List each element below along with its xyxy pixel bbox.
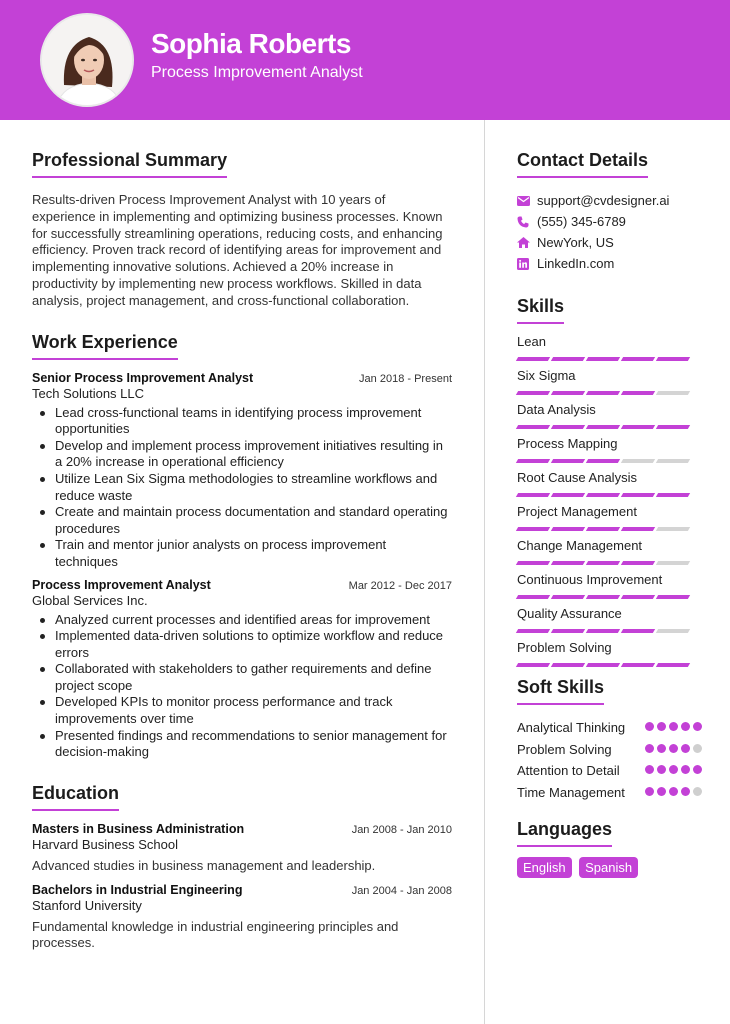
rating-dot <box>669 787 678 796</box>
skill-bar-segment <box>516 391 550 395</box>
section-title-education: Education <box>32 783 119 811</box>
skill-item <box>517 606 702 633</box>
skill-item <box>517 402 702 429</box>
soft-skill-name: Analytical Thinking <box>517 720 626 735</box>
rating-dot <box>693 787 702 796</box>
rating-dot <box>657 787 666 796</box>
education-entry <box>32 883 452 953</box>
soft-skill-item <box>517 742 702 758</box>
skill-bar-segment <box>551 663 585 667</box>
contact-linkedin[interactable] <box>517 253 702 274</box>
skill-name: Process Mapping <box>517 436 618 451</box>
skill-name: Continuous Improvement <box>517 572 663 587</box>
experience-section <box>32 332 452 761</box>
education-desc: Fundamental knowledge in industrial engineering principles and processes. <box>32 918 399 951</box>
skill-bar-segment <box>656 663 690 667</box>
skill-bar-segment <box>621 595 655 599</box>
rating-dot <box>681 787 690 796</box>
degree-title: Masters in Business Administration <box>32 821 245 836</box>
languages-section <box>517 819 702 878</box>
rating-dot <box>681 765 690 774</box>
job-entry <box>32 371 452 571</box>
education-date: Jan 2004 - Jan 2008 <box>351 884 452 897</box>
degree-title: Bachelors in Industrial Engineering <box>32 882 243 897</box>
education-entry <box>32 822 452 875</box>
job-date: Mar 2012 - Dec 2017 <box>348 579 452 592</box>
job-bullet: Utilize Lean Six Sigma methodologies to streamline workflows and reduce waste <box>32 471 452 504</box>
skill-name: Quality Assurance <box>517 606 622 621</box>
skill-level-bar <box>517 561 702 565</box>
skill-item <box>517 470 702 497</box>
skill-bar-segment <box>656 561 690 565</box>
side-column <box>517 150 702 878</box>
job-date: Jan 2018 - Present <box>359 372 452 385</box>
rating-dot <box>693 765 702 774</box>
soft-skill-rating <box>645 787 702 796</box>
skill-bar-segment <box>621 561 655 565</box>
skill-bar-segment <box>551 357 585 361</box>
job-bullet: Developed KPIs to monitor process performance and track improvements over time <box>32 694 452 727</box>
skill-level-bar <box>517 493 702 497</box>
skill-bar-segment <box>586 595 620 599</box>
section-title-skills: Skills <box>517 296 564 324</box>
section-title-soft-skills: Soft Skills <box>517 677 604 705</box>
skill-bar-segment <box>656 391 690 395</box>
job-bullet: Create and maintain process documentation and standard operating procedures <box>32 504 452 537</box>
soft-skill-rating <box>645 744 702 753</box>
skill-item <box>517 334 702 361</box>
section-title-experience: Work Experience <box>32 332 178 360</box>
soft-skill-rating <box>645 722 702 731</box>
rating-dot <box>669 722 678 731</box>
phone-icon <box>517 216 537 228</box>
skill-bar-segment <box>551 527 585 531</box>
contact-email-text: support@cvdesigner.ai <box>537 193 670 208</box>
skill-bar-segment <box>656 493 690 497</box>
soft-skill-name: Problem Solving <box>517 742 612 757</box>
job-bullet: Presented findings and recommendations to senior management for decision-making <box>32 728 452 761</box>
rating-dot <box>669 765 678 774</box>
skill-name: Project Management <box>517 504 637 519</box>
skill-bar-segment <box>656 425 690 429</box>
school-name: Stanford University <box>32 897 142 913</box>
job-bullets <box>32 405 452 571</box>
soft-skill-item <box>517 763 702 779</box>
skill-bar-segment <box>586 527 620 531</box>
soft-skill-name: Time Management <box>517 785 625 800</box>
skill-bar-segment <box>586 561 620 565</box>
education-date: Jan 2008 - Jan 2010 <box>351 823 452 836</box>
candidate-title: Process Improvement Analyst <box>151 64 363 81</box>
language-badge: Spanish <box>579 857 638 878</box>
skill-name: Data Analysis <box>517 402 596 417</box>
rating-dot <box>645 722 654 731</box>
skill-item <box>517 436 702 463</box>
skill-bar-segment <box>586 357 620 361</box>
rating-dot <box>657 765 666 774</box>
soft-skill-name: Attention to Detail <box>517 763 620 778</box>
column-divider <box>484 120 485 1024</box>
rating-dot <box>645 765 654 774</box>
rating-dot <box>657 722 666 731</box>
summary-text: Results-driven Process Improvement Analyst with 10 years of experience in implementing and optimizing business processes. Known for successfully streamlining operations, reducing costs, and enhancing efficiency. Proven track record of identifying areas for improvement and implementing innovative solutions. Achieved a 20% increase in productivity by implementing new process workflows. Skilled in data analysis, project management, and cross-functional collaboration. <box>32 192 443 308</box>
skill-level-bar <box>517 595 702 599</box>
education-section <box>32 783 452 952</box>
skill-level-bar <box>517 663 702 667</box>
rating-dot <box>657 744 666 753</box>
section-title-contact: Contact Details <box>517 150 648 178</box>
section-title-languages: Languages <box>517 819 612 847</box>
skill-bar-segment <box>516 561 550 565</box>
skill-bar-segment <box>586 459 620 463</box>
skill-item <box>517 504 702 531</box>
job-bullet: Analyzed current processes and identified areas for improvement <box>32 612 452 629</box>
skill-level-bar <box>517 425 702 429</box>
soft-skills-list <box>517 720 702 801</box>
skill-bar-segment <box>586 663 620 667</box>
skill-bar-segment <box>621 527 655 531</box>
skill-bar-segment <box>586 425 620 429</box>
contact-phone-text: (555) 345-6789 <box>537 214 626 229</box>
skill-bar-segment <box>551 561 585 565</box>
skill-bar-segment <box>656 357 690 361</box>
section-title-summary: Professional Summary <box>32 150 227 178</box>
skill-bar-segment <box>516 595 550 599</box>
home-icon <box>517 237 537 248</box>
job-entry <box>32 578 452 761</box>
skill-name: Six Sigma <box>517 368 576 383</box>
skill-level-bar <box>517 391 702 395</box>
skill-name: Lean <box>517 334 546 349</box>
contact-phone[interactable] <box>517 211 702 232</box>
skill-bar-segment <box>551 459 585 463</box>
job-company: Global Services Inc. <box>32 592 148 608</box>
rating-dot <box>669 744 678 753</box>
skill-item <box>517 640 702 667</box>
skill-name: Change Management <box>517 538 643 553</box>
job-bullet: Collaborated with stakeholders to gather requirements and define project scope <box>32 661 452 694</box>
linkedin-icon <box>517 258 537 270</box>
skill-bar-segment <box>551 493 585 497</box>
skill-bar-segment <box>516 459 550 463</box>
skill-bar-segment <box>516 425 550 429</box>
skill-item <box>517 368 702 395</box>
skill-level-bar <box>517 629 702 633</box>
language-badge: English <box>517 857 572 878</box>
skill-bar-segment <box>551 629 585 633</box>
job-bullet: Lead cross-functional teams in identifying process improvement opportunities <box>32 405 452 438</box>
summary-section <box>32 150 452 310</box>
contact-location-text: NewYork, US <box>537 235 614 250</box>
skill-item <box>517 572 702 599</box>
skill-bar-segment <box>656 527 690 531</box>
skill-bar-segment <box>551 595 585 599</box>
rating-dot <box>681 744 690 753</box>
job-bullets <box>32 612 452 761</box>
job-bullet: Train and mentor junior analysts on process improvement techniques <box>32 537 452 570</box>
skill-bar-segment <box>621 459 655 463</box>
skill-level-bar <box>517 357 702 361</box>
skill-bar-segment <box>656 459 690 463</box>
job-title: Process Improvement Analyst <box>32 577 211 592</box>
job-company: Tech Solutions LLC <box>32 385 145 401</box>
skill-bar-segment <box>516 629 550 633</box>
skill-bar-segment <box>516 663 550 667</box>
skill-bar-segment <box>516 527 550 531</box>
contact-linkedin-text: LinkedIn.com <box>537 256 615 271</box>
job-bullet: Develop and implement process improvement initiatives resulting in a 20% increase in operational efficiency <box>32 438 452 471</box>
rating-dot <box>645 744 654 753</box>
skill-bar-segment <box>621 357 655 361</box>
job-title: Senior Process Improvement Analyst <box>32 370 254 385</box>
education-desc: Advanced studies in business management and leadership. <box>32 857 376 873</box>
skill-bar-segment <box>656 629 690 633</box>
skill-bar-segment <box>621 425 655 429</box>
job-bullet: Implemented data-driven solutions to optimize workflow and reduce errors <box>32 628 452 661</box>
skill-name: Root Cause Analysis <box>517 470 637 485</box>
skill-bar-segment <box>551 425 585 429</box>
skill-name: Problem Solving <box>517 640 612 655</box>
skill-bar-segment <box>621 391 655 395</box>
skill-bar-segment <box>621 493 655 497</box>
profile-photo <box>40 13 134 107</box>
profile-photo-image <box>42 15 134 107</box>
soft-skill-rating <box>645 765 702 774</box>
school-name: Harvard Business School <box>32 836 178 852</box>
header-banner <box>0 0 730 120</box>
envelope-icon <box>517 196 537 206</box>
candidate-name: Sophia Roberts <box>151 28 351 59</box>
skill-level-bar <box>517 459 702 463</box>
soft-skill-item <box>517 720 702 736</box>
skill-level-bar <box>517 527 702 531</box>
skill-bar-segment <box>586 629 620 633</box>
main-column <box>32 150 452 952</box>
skill-bar-segment <box>586 493 620 497</box>
skill-bar-segment <box>656 595 690 599</box>
rating-dot <box>693 744 702 753</box>
rating-dot <box>693 722 702 731</box>
skill-bar-segment <box>621 629 655 633</box>
skill-bar-segment <box>551 391 585 395</box>
skills-list <box>517 334 702 667</box>
skill-bar-segment <box>516 357 550 361</box>
skill-item <box>517 538 702 565</box>
contact-section <box>517 150 702 274</box>
soft-skills-section <box>517 677 702 801</box>
skill-bar-segment <box>621 663 655 667</box>
soft-skill-item <box>517 785 702 801</box>
skill-bar-segment <box>586 391 620 395</box>
contact-location <box>517 232 702 253</box>
skills-section <box>517 296 702 667</box>
contact-email[interactable] <box>517 190 702 211</box>
rating-dot <box>645 787 654 796</box>
skill-bar-segment <box>516 493 550 497</box>
rating-dot <box>681 722 690 731</box>
